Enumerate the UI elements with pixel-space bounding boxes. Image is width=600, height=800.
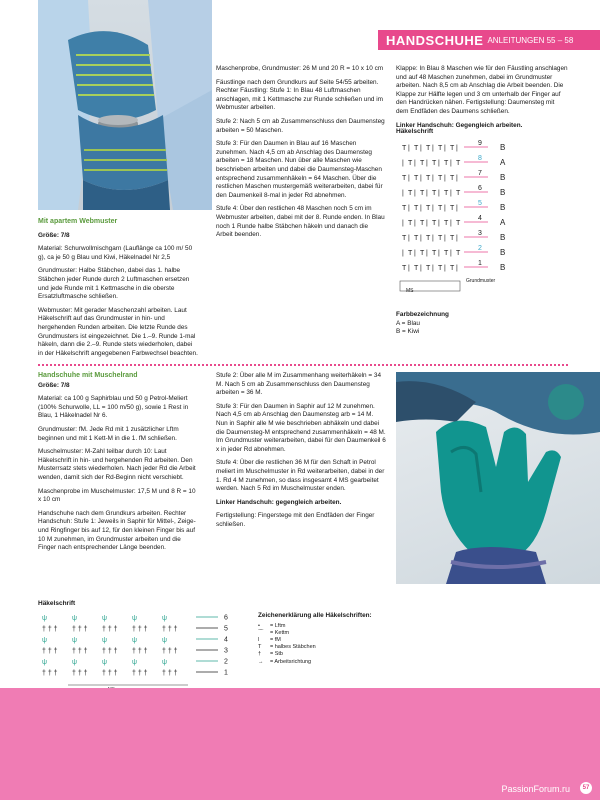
stitch-symbol: | — [456, 265, 458, 272]
section2-chart — [38, 600, 268, 690]
stitch-symbol: T — [414, 175, 419, 182]
stitch-symbol: | — [426, 250, 428, 257]
stitch-symbol: T — [402, 175, 407, 182]
stitch-symbol: | — [432, 175, 434, 182]
legend-item-2: ⌒ = Kettm — [258, 629, 290, 636]
section2-muschel: Muschelmuster: M-Zahl teilbar durch 10: Laut Häkelschrift in hin- und hergehenden Rd arbeiten. Den Musterrsatz stets wiederholen. Nach jeder Rd die Arbeit wenden, damit sich der Rd-Beginn nicht verschiebt. — [38, 448, 196, 481]
section1-maschenprobe: Maschenprobe, Grundmuster: 26 M und 20 R = 10 x 10 cm — [216, 65, 384, 72]
row-number: 4 — [224, 636, 228, 644]
shell-symbol: † † † — [102, 648, 118, 655]
stitch-symbol: T — [432, 160, 437, 167]
stitch-symbol: T — [450, 175, 455, 182]
stitch-symbol: | — [414, 160, 416, 167]
stitch-symbol: | — [432, 205, 434, 212]
stitch-symbol: | — [438, 250, 440, 257]
stitch-symbol: T — [408, 250, 413, 257]
stitch-symbol: | — [420, 265, 422, 272]
stitch-symbol: T — [402, 265, 407, 272]
section1-col1 — [38, 218, 198, 363]
stitch-symbol: T — [414, 265, 419, 272]
section-separator — [38, 364, 568, 366]
section1-grundmuster: Grundmuster: Halbe Stäbchen, dabei das 1. halbe Stäbchen jeder Runde durch 2 Luftmaschen ersetzen und jede Runde mit 1 Kettmasche in die oberste Ersatzluftmasche schließen. — [38, 267, 190, 301]
shell-symbol: † † † — [72, 626, 88, 633]
stitch-symbol: | — [438, 220, 440, 227]
stitch-symbol: | — [456, 235, 458, 242]
stitch-symbol: T — [420, 250, 425, 257]
double-crochet-icon: † — [258, 651, 262, 658]
stitch-symbol: T — [420, 160, 425, 167]
stitch-symbol: | — [408, 265, 410, 272]
stitch-symbol: | — [450, 250, 452, 257]
stitch-symbol: T — [408, 160, 413, 167]
shell-symbol: ψ — [72, 615, 77, 622]
shell-symbol: † † † — [72, 670, 88, 677]
stitch-symbol: T — [432, 190, 437, 197]
stitch-symbol: T — [432, 220, 437, 227]
section2-col2 — [216, 372, 386, 535]
stitch-symbol: | — [402, 250, 404, 257]
stitch-symbol: | — [432, 265, 434, 272]
stitch-symbol: T — [402, 205, 407, 212]
section2-linker: Linker Handschuh: gegengleich arbeiten. — [216, 498, 342, 506]
stitch-symbol: | — [402, 190, 404, 197]
stitch-symbol: T — [414, 205, 419, 212]
section2-chart-svg — [38, 609, 268, 689]
stitch-symbol: T — [456, 220, 461, 227]
stitch-symbol: | — [444, 265, 446, 272]
section1-chart-label: Grundmuster — [466, 278, 496, 284]
section1-faeustlinge: Fäustlinge nach dem Grundkurs auf Seite 54/55 arbeiten. Rechter Fäustling: Stufe 1: In Blau 48 Luftmaschen anschlagen, mit 1 Kettmasche zur Runde schließen und im Webmuster arbeiten. — [216, 78, 383, 112]
shell-symbol: ψ — [102, 637, 107, 644]
stitch-symbol: T — [432, 250, 437, 257]
stitch-symbol: T — [438, 205, 443, 212]
stitch-symbol: | — [444, 175, 446, 182]
row-number: 1 — [478, 260, 482, 267]
stitch-symbol: | — [450, 220, 452, 227]
stitch-symbol: | — [432, 145, 434, 152]
legend-item-6: → = Arbeitsrichtung — [258, 658, 312, 665]
row-number: 5 — [478, 200, 482, 207]
row-number: 1 — [224, 669, 228, 677]
stitch-symbol: T — [414, 145, 419, 152]
half-dc-icon: T — [258, 644, 262, 651]
section1-klappe: Klappe: In Blau 8 Maschen wie für den Fäustling anschlagen und auf 48 Maschen zunehmen, dabei im Grundmuster arbeiten. Nach 8,5 cm ab Anschlag die Arbeit beenden. Die Klappe zur Hälfte legen und 3 cm unterhalb der Finger auf den Handrücken nähen. Fertigstellung: Daumensteg mit dem Endfäden des Daumens schließen. — [396, 65, 568, 115]
row-color: B — [500, 233, 506, 242]
section1-title: Mit apartem Webmuster — [38, 218, 118, 225]
shell-symbol: ψ — [162, 637, 167, 644]
shell-symbol: † † † — [42, 648, 58, 655]
stitch-symbol: T — [408, 220, 413, 227]
shell-symbol: † † † — [42, 670, 58, 677]
row-number: 2 — [478, 245, 482, 252]
section1-material: Material: Schurwollmischgarn (Lauflänge ca 100 m/ 50 g), ca je 50 g Blau und Kiwi, Häkelnadel Nr 2,5 — [38, 245, 193, 261]
shell-symbol: † † † — [162, 670, 178, 677]
shell-symbol: ψ — [42, 637, 47, 644]
stitch-symbol: T — [402, 235, 407, 242]
stitch-symbol: T — [426, 205, 431, 212]
stitch-symbol: T — [444, 250, 449, 257]
shell-symbol: † † † — [42, 626, 58, 633]
stitch-symbol: | — [402, 160, 404, 167]
stitch-symbol: | — [432, 235, 434, 242]
shell-symbol: † † † — [102, 626, 118, 633]
photo-mittens — [38, 0, 212, 210]
section1-stufe2: Stufe 2: Nach 5 cm ab Zusammenschluss den Daumensteg arbeiten = 50 Maschen. — [216, 117, 385, 134]
shell-symbol: ψ — [72, 637, 77, 644]
row-color: B — [500, 203, 506, 212]
stitch-symbol: T — [426, 175, 431, 182]
shell-symbol: ψ — [162, 615, 167, 622]
photo-gloves — [396, 372, 600, 584]
slip-stitch-icon: ⌒ — [258, 629, 264, 636]
section1-farb — [396, 311, 496, 342]
stitch-symbol: | — [444, 235, 446, 242]
stitch-symbol: | — [456, 145, 458, 152]
section2-material: Material: ca 100 g Saphirblau und 50 g Petrol-Meliert (100% Schurwolle, LL = 100 m/50 g), sowie 1 Rest in Blau, 1 Häkelnadel Nr 6. — [38, 395, 189, 420]
stitch-symbol: | — [438, 190, 440, 197]
footer-band — [0, 688, 600, 800]
stitch-symbol: | — [426, 160, 428, 167]
stitch-symbol: | — [420, 205, 422, 212]
shell-symbol: † † † — [132, 648, 148, 655]
stitch-symbol: T — [450, 145, 455, 152]
stitch-symbol: T — [426, 145, 431, 152]
row-number: 6 — [224, 614, 228, 622]
shell-symbol: † † † — [132, 670, 148, 677]
page-number: 57 — [580, 782, 592, 794]
section2-chart-title: Häkelschrift — [38, 600, 76, 607]
stitch-symbol: | — [408, 145, 410, 152]
section1-linker: Linker Handschuh: Gegengleich arbeiten. — [396, 121, 523, 129]
section1-farb-a: A = Blau — [396, 319, 420, 327]
section2-maschenprobe: Maschenprobe im Muschelmuster: 17,5 M und 8 R = 10 x 10 cm — [38, 487, 196, 504]
stitch-symbol: T — [456, 250, 461, 257]
header-title: HANDSCHUHE — [386, 32, 484, 48]
legend-item-3: l = fM — [258, 637, 281, 643]
section1-webmuster: Webmuster: Mit gerader Maschenzahl arbeiten. Laut Häkelschrift auf das Grundmuster in hin- und hergehenden Runden arbeiten. Die letzte Runde des Grundmusters ist eingezeichnet. Die 1.–9. Runde 1-mal häkeln, dann die 2.–9. Runde stets wiederholen, dabei in der Häkelschrift angegebenen Farbwechsel beachten. — [38, 306, 198, 357]
stitch-symbol: T — [444, 160, 449, 167]
shell-symbol: ψ — [42, 659, 47, 666]
shell-symbol: ψ — [162, 659, 167, 666]
stitch-symbol: | — [450, 160, 452, 167]
section2-stufe2: Stufe 2: Über alle M im Zusammenhang weiterhäkeln = 34 M. Nach 5 cm ab Zusammenschluss den Daumensteg arbeiten = 36 M. — [216, 372, 381, 397]
footer-site: PassionForum.ru — [501, 784, 570, 794]
stitch-symbol: T — [444, 220, 449, 227]
section2-stufe4: Stufe 4: Über die restlichen 36 M für den Schaft in Petrol meliert im Muschelmuster in Rd weiterarbeiten, dabei in der 1. Rd 4 M zunehmen, so dass insgesamt 4 MS gearbeitet werden. Nach 5 Rd im Muschelmuster enden. — [216, 459, 385, 493]
section2-col1 — [38, 372, 198, 558]
shell-symbol: † † † — [162, 626, 178, 633]
section1-chart — [396, 128, 568, 358]
stitch-symbol: | — [426, 190, 428, 197]
stitch-symbol: T — [420, 220, 425, 227]
shell-symbol: † † † — [132, 626, 148, 633]
stitch-symbol: T — [438, 235, 443, 242]
section1-size: Größe: 7/8 — [38, 231, 70, 239]
stitch-symbol: T — [444, 190, 449, 197]
row-color: B — [500, 173, 506, 182]
row-number: 7 — [478, 170, 482, 177]
row-number: 9 — [478, 140, 482, 147]
row-color: A — [500, 218, 506, 227]
stitch-symbol: | — [402, 220, 404, 227]
row-number: 6 — [478, 185, 482, 192]
stitch-symbol: T — [402, 145, 407, 152]
stitch-symbol: | — [408, 175, 410, 182]
row-color: A — [500, 158, 506, 167]
stitch-symbol: | — [444, 145, 446, 152]
row-number: 3 — [224, 647, 228, 655]
section1-farb-b: B = Kiwi — [396, 328, 420, 336]
stitch-symbol: T — [408, 190, 413, 197]
stitch-symbol: | — [456, 205, 458, 212]
legend-title: Zeichenerklärung alle Häkelschriften: — [258, 612, 372, 619]
stitch-symbol: T — [456, 190, 461, 197]
stitch-symbol: | — [456, 175, 458, 182]
stitch-symbol: | — [420, 235, 422, 242]
stitch-symbol: T — [456, 160, 461, 167]
stitch-symbol: T — [450, 235, 455, 242]
shell-symbol: ψ — [72, 659, 77, 666]
stitch-symbol: | — [414, 190, 416, 197]
stitch-symbol: T — [420, 190, 425, 197]
section2-grundmuster: Grundmuster: fM. Jede Rd mit 1 zusätzlicher Lftm beginnen und mit 1 Kett-M in die 1. fM schließen. — [38, 425, 179, 442]
row-color: B — [500, 263, 506, 272]
single-crochet-icon: l — [258, 637, 260, 643]
section2-handschuhe: Handschuhe nach dem Grundkurs arbeiten. Rechter Handschuh: Stufe 1: Jeweils in Saphir für Mittel-, Zeige- und Ringfinger bis auf 12, für den kleinen Finger bis auf 10 M zunehmen, im Grundmuster arbeiten und die Finger nach entsprechender Länge beenden. — [38, 509, 196, 552]
section1-stufe4: Stufe 4: Über den restlichen 48 Maschen noch 5 cm im Webmuster arbeiten, dabei mit der 8. Runde enden. In Blau noch 1 Runde halbe Stäbchen häkeln und danach die Arbeit beenden. — [216, 205, 385, 239]
section1-col2 — [216, 65, 386, 245]
row-number: 4 — [478, 215, 482, 222]
section1-chart-title: Häkelschrift — [396, 128, 434, 135]
stitch-symbol: T — [450, 265, 455, 272]
stitch-symbol: T — [450, 205, 455, 212]
row-color: B — [500, 188, 506, 197]
section1-stufe3: Stufe 3: Für den Daumen in Blau auf 16 Maschen zunehmen. Nach 4,5 cm ab Anschlag des Daumensteg arbeiten = 18 Maschen. Nun über alle Maschen wie beschrieben arbeiten und dabei die Daumensteg-Maschen entsprechend zusammenhäkeln = 64 Maschen. Über die restlichen Maschen mustergemäß weiterarbeiten, dabei für den Daumenkeil 8-mal in jeder Rd abnehmen. — [216, 140, 383, 199]
section2-title: Handschuhe mit Muschelrand — [38, 372, 138, 379]
stitch-symbol: T — [426, 235, 431, 242]
stitch-symbol: | — [420, 175, 422, 182]
shell-symbol: ψ — [102, 615, 107, 622]
stitch-symbol: | — [426, 220, 428, 227]
stitch-symbol: | — [444, 205, 446, 212]
section2-size: Größe: 7/8 — [38, 381, 70, 389]
header-subtitle: ANLEITUNGEN 55 – 58 — [487, 35, 574, 45]
stitch-symbol: T — [414, 235, 419, 242]
row-number: 8 — [478, 155, 482, 162]
legend-item-4: T = halbes Stäbchen — [258, 644, 316, 651]
shell-symbol: ψ — [102, 659, 107, 666]
header-band — [378, 30, 600, 50]
stitch-symbol: | — [414, 250, 416, 257]
shell-symbol: ψ — [132, 637, 137, 644]
stitch-symbol: | — [420, 145, 422, 152]
stitch-symbol: | — [414, 220, 416, 227]
shell-symbol: † † † — [72, 648, 88, 655]
stitch-symbol: T — [426, 265, 431, 272]
stitch-symbol: T — [438, 175, 443, 182]
stitch-symbol: | — [408, 235, 410, 242]
section2-fertig: Fertigstellung: Fingerstege mit den Endfäden der Finger schließen. — [216, 512, 375, 528]
legend — [258, 612, 398, 666]
stitch-symbol: | — [450, 190, 452, 197]
shell-symbol: ψ — [132, 659, 137, 666]
row-number: 3 — [478, 230, 482, 237]
row-color: B — [500, 248, 506, 257]
stitch-symbol: | — [408, 205, 410, 212]
stitch-symbol: T — [438, 145, 443, 152]
chain-icon: • — [258, 622, 260, 629]
shell-symbol: ψ — [132, 615, 137, 622]
stitch-symbol: T — [438, 265, 443, 272]
section1-farb-title: Farbbezeichnung — [396, 311, 449, 318]
section1-col3 — [396, 65, 568, 135]
section2-stufe3: Stufe 3: Für den Daumen in Saphir auf 12 M zunehmen. Nach 4,5 cm ab Anschlag den Daumensteg arb = 14 M. Nun in Saphir alle M wie beschrieben abhäkeln und dabei die Daumensteg-M entsprechend zusammenhäkeln = 48 M. Im Grundmuster weiterarbeiten, dabei für den Daumenkeil 6 x in jeder Rd abnehmen. — [216, 402, 386, 453]
row-color: B — [500, 143, 506, 152]
shell-symbol: † † † — [162, 648, 178, 655]
row-number: 5 — [224, 625, 228, 633]
stitch-symbol: | — [438, 160, 440, 167]
shell-symbol: ψ — [42, 615, 47, 622]
legend-item-1: • = Lftm — [258, 622, 286, 629]
arrow-icon: → — [258, 658, 264, 665]
shell-symbol: † † † — [102, 670, 118, 677]
row-number: 2 — [224, 658, 228, 666]
section1-chart-ms: MS — [406, 288, 414, 294]
legend-item-5: † = Stb — [258, 651, 283, 658]
